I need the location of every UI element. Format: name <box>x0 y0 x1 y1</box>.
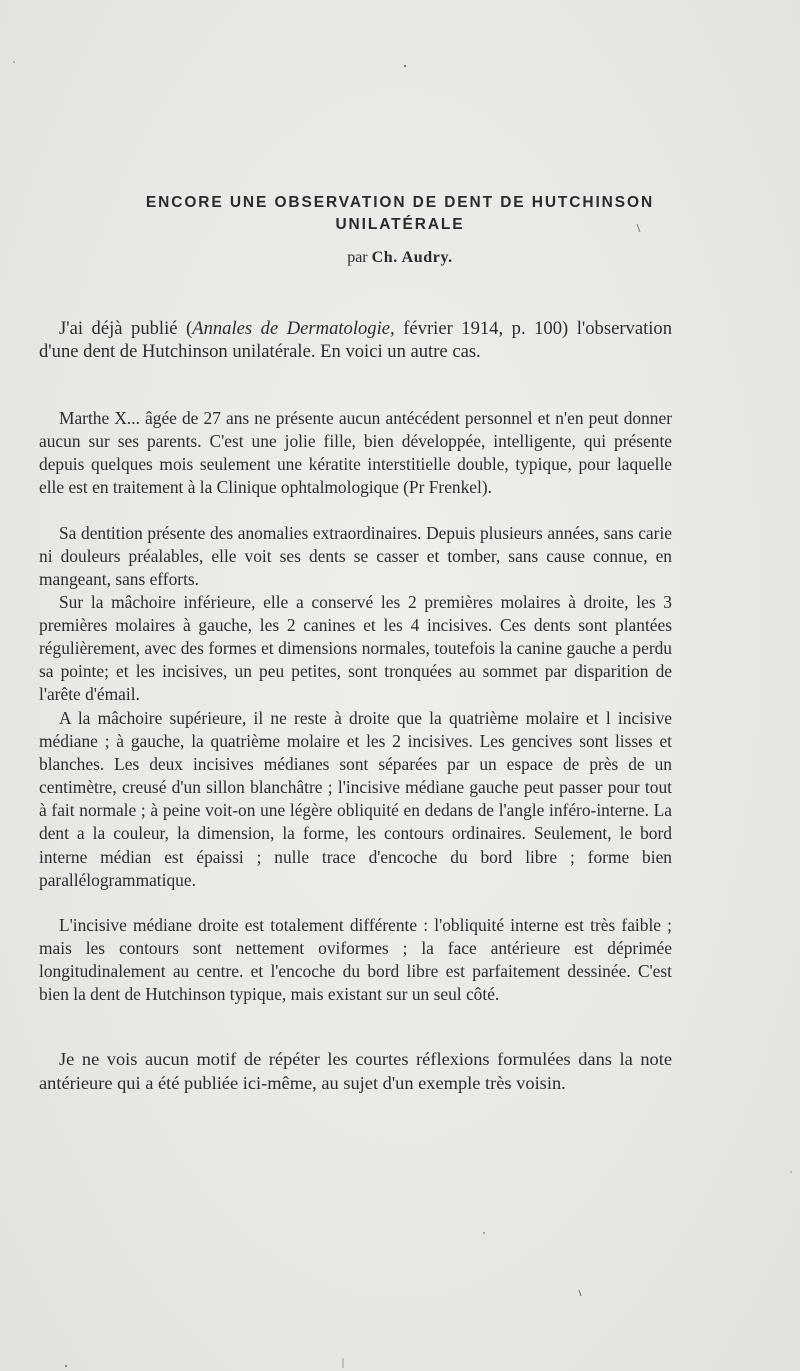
article-title-line-2: UNILATÉRALE <box>335 216 465 233</box>
paragraph-conclusion: Je ne vois aucun motif de répéter les courtes réflexions formulées dans la note antérieure qui a été publiée ici-même, au sujet d'un exemple très voisin. <box>39 1049 672 1093</box>
paragraph-upper-jaw: A la mâchoire supérieure, il ne reste à droite que la quatrième molaire et l incisive médiane ; à gauche, la quatrième molaire et les 2 incisives. Les gencives sont lisses et blanches. Les deux incisives médianes sont séparées par un espace de près de un centimètre, creusé d'un sillon blanchâtre ; l'incisive médiane gauche peut passer pour tout à fait normale ; à peine voit-on une légère obliquité en dedans de l'angle inféro-interne. La dent a la couleur, la dimension, la forme, les contours ordinaires. Seulement, le bord interne médian est épaissi ; nulle trace d'encoche du bord libre ; forme bien parallélogrammatique. <box>39 708 672 890</box>
paragraph-intro <box>39 317 672 364</box>
paragraph-case: Marthe X... âgée de 27 ans ne présente aucun antécédent personnel et n'en peut donner aucun sur ses parents. C'est une jolie fille, bien développée, intelligente, qui présente depuis quelques mois seulement une kératite interstitielle double, typique, pour laquelle elle est en traitement à la Clinique ophtalmologique (Pr Frenkel). <box>39 408 672 498</box>
paragraph-intro-end: février 1914, p. 100) l'observation d'une dent de Hutchinson unilatérale. En voici un autre cas. <box>39 318 673 363</box>
author-name: Ch. Audry. <box>371 249 453 266</box>
byline-prefix: par <box>347 249 368 266</box>
article-title-line-1: ENCORE UNE OBSERVATION DE DENT DE HUTCHINSON <box>145 194 655 211</box>
byline <box>0 249 800 267</box>
paragraph-dentition: Sa dentition présente des anomalies extraordinaires. Depuis plusieurs années, sans carie ni douleurs préalables, elle voit ses dents se casser et tomber, sans cause connue, en mangeant, sans efforts. <box>39 523 672 590</box>
paragraph-intro-start: J'ai déjà publié ( <box>59 318 193 339</box>
journal-title: Annales de Dermatologie, <box>192 318 395 339</box>
paragraph-lower-jaw: Sur la mâchoire inférieure, elle a conservé les 2 premières molaires à droite, les 3 premières molaires à gauche, les 2 canines et les 4 incisives. Ces dents sont plantées régulièrement, avec des formes et dimensions normales, toutefois la canine gauche a perdu sa pointe; et les incisives, un peu petites, sont tronquées au sommet par disparition de l'arête d'émail. <box>39 592 672 705</box>
paragraph-right-incisor: L'incisive médiane droite est totalement différente : l'obliquité interne est très faible ; mais les contours sont nettement oviformes ; la face antérieure est déprimée longitudinalement au centre. et l'encoche du bord libre est parfaitement dessinée. C'est bien la dent de Hutchinson typique, mais existant sur un seul côté. <box>39 915 672 1005</box>
